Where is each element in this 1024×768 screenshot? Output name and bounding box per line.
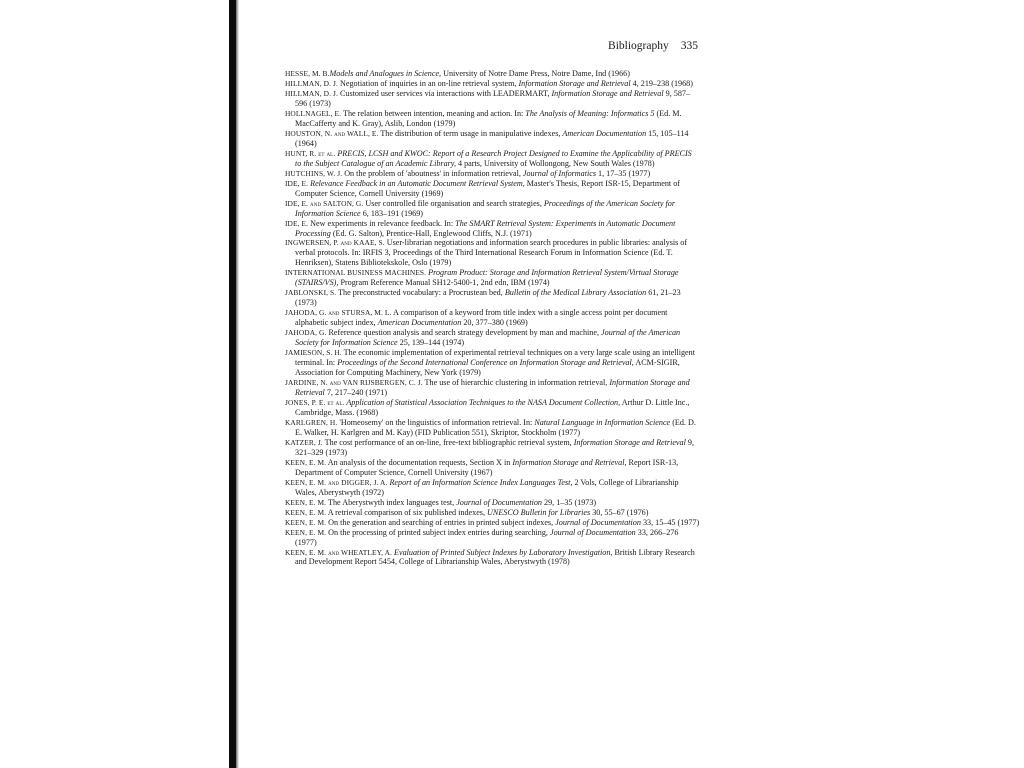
reference-pre: The use of hierarchic clustering in information retrieval, [422,378,610,388]
reference-entry [285,458,700,478]
reference-author: HESSE, M. B. [285,69,330,78]
reference-entry [285,79,700,89]
reference-entry [285,518,700,528]
reference-author: JONES, P. E. et al. [285,397,345,407]
reference-entry [285,528,700,548]
reference-rest: 33, 15–45 (1977) [640,517,700,527]
reference-author: KEEN, E. M. [285,517,327,527]
reference-author: JARDINE, N. and VAN RIJSBERGEN, C. J. [285,378,423,388]
reference-rest: 33, 266–276 (1977) [295,527,679,547]
reference-title: Bulletin of the Medical Library Association [504,288,647,298]
reference-rest: 61, 21–23 (1973) [295,288,681,308]
reference-title: Information Storage and Retrieval [551,88,664,98]
reference-pre: On the problem of 'aboutness' in information retrieval, [342,168,523,178]
reference-pre: A comparison of a keyword from title index with a single access point per document alphabetic subject index, [295,308,668,328]
reference-rest: 7, 217–240 (1971) [324,388,388,397]
reference-author: KEEN, E. M. and DIGGER, J. A. [285,477,388,487]
reference-rest: 20, 377–380 (1969) [461,318,528,328]
reference-entry [285,109,700,129]
running-head [560,40,698,52]
reference-title: Natural Language in Information Science [534,417,671,427]
reference-rest: (Ed. G. Salton), Prentice-Hall, Englewood Cliffs, N.J. (1971) [330,228,532,238]
reference-entry [285,498,700,508]
reference-pre: Negotiation of inquiries in an on-line retrieval system, [337,78,519,88]
reference-author: HILLMAN, D. J. [285,78,338,88]
reference-title: Relevance Feedback in an Automatic Document Retrieval System, [308,178,525,188]
reference-title: Journal of the American Society for Information Science [295,328,681,348]
reference-entry [285,129,700,149]
reference-pre: User-librarian negotiations and information search procedures in public libraries: analysis of verbal protocols. In: IRFIS 3, Proceedings of the Third International Research Forum in Information Science (Ed. T. Henriksen), Statens Bibliotekskole, Oslo (1979) [295,238,688,268]
reference-entry [285,169,700,179]
reference-rest: Program Reference Manual SH12-5400-1, 2nd edn, IBM (1974) [338,278,550,288]
reference-entry [285,69,700,79]
reference-author: JAMIESON, S. H. [285,348,342,358]
reference-entry [285,199,700,219]
reference-title: The SMART Retrieval System: Experiments in Automatic Document Processing [295,218,676,238]
reference-author: JAHODA, G. and STURSA, M. L. [285,308,392,318]
reference-rest: 9, 321–329 (1973) [295,437,694,457]
reference-title: Report of an Information Science Index Languages Test, [387,477,573,487]
page-number: 335 [680,40,698,52]
reference-title: Proceedings of the American Society for Information Science [295,198,676,218]
reference-rest: 25, 139–144 (1974) [397,338,465,348]
bibliography-list [285,69,700,567]
reference-title: American Documentation [562,128,647,138]
reference-pre: The cost performance of an on-line, free-text bibliographic retrieval system, [322,437,574,447]
running-title: Bibliography [608,40,669,52]
reference-entry [285,348,700,378]
reference-pre: The Aberystwyth index languages test, [326,497,457,507]
reference-rest: Master's Thesis, Report ISR-15, Department of Computer Science, Cornell University (1969) [295,178,680,198]
reference-title: Journal of Documentation [555,517,641,527]
reference-title: The Analysis of Meaning: Informatics 5 [525,108,655,118]
reference-author: KARLGREN, H. [285,417,338,427]
reference-rest: 9, 587–596 (1973) [295,88,691,108]
reference-author: JABLONSKI, S. [285,288,337,298]
reference-entry [285,219,700,239]
reference-title: Program Product: Storage and Information Retrieval System/Virtual Storage (STAIRS/VS), [295,268,679,288]
reference-rest: University of Notre Dame Press, Notre Dame, Ind (1966) [441,69,630,78]
reference-pre: On the processing of printed subject index entries during searching, [326,527,550,537]
reference-author: IDE, E. [285,178,309,188]
reference-rest: 6, 183–191 (1969) [360,208,423,218]
reference-title: American Documentation [377,318,462,328]
reference-entry [285,288,700,308]
reference-title: Information Storage and Retrieval [573,437,686,447]
reference-pre: The relation between intention, meaning and action. In: [341,108,526,118]
reference-rest: Report ISR-13, Department of Computer Science, Cornell University (1967) [295,457,679,477]
reference-rest: (Ed. D. E. Walker, H. Karlgren and M. Kay) (FID Publication 551), Skriptor, Stockholm (1977) [295,417,696,437]
reference-pre: User controlled file organisation and search strategies, [363,198,544,208]
reference-rest: 4 parts, University of Wollongong, New South Wales (1978) [455,158,655,168]
reference-entry [285,398,700,418]
reference-author: KEEN, E. M. [285,497,327,507]
reference-author: INGWERSEN, P. and KAAE, S. [285,238,385,248]
reference-author: HOLLNAGEL, E. [285,108,342,118]
reference-pre: The preconstructed vocabulary: a Procrustean bed, [336,288,505,298]
reference-pre: Customized user services via interactions with LEADERMART, [337,88,552,98]
reference-entry [285,89,700,109]
reference-rest: 2 Vols, College of Librarianship Wales, Aberystwyth (1972) [295,477,679,497]
reference-pre: The distribution of term usage in manipulative indexes, [378,128,563,138]
reference-rest: 30, 55–67 (1976) [590,507,649,517]
reference-pre: The economic implementation of experimental retrieval techniques on a very large scale using an intelligent terminal. In: [295,348,695,368]
reference-author: JAHODA, G. [285,328,327,338]
reference-entry [285,508,700,518]
reference-entry [285,478,700,498]
reference-author: HUNT, R. et al. [285,148,336,158]
reference-entry [285,548,700,568]
reference-author: KEEN, E. M. and WHEATLEY, A. [285,547,392,557]
reference-author: HOUSTON, N. and WALL, E. [285,128,379,138]
reference-author: HUTCHINS, W. J. [285,168,343,178]
reference-rest: (Ed. M. MacCafferty and K. Gray), Aslib, London (1979) [295,108,682,128]
reference-rest: 1, 17–35 (1977) [596,168,651,178]
gutter-fade [236,0,239,768]
reference-title: Journal of Documentation [549,527,636,537]
reference-author: IDE, E. [285,218,309,228]
reference-title: PRECIS, LCSH and KWOC: Report of a Research Project Designed to Examine the Applicability of PRECIS to the Subject Catalogue of an Academic Library, [295,148,692,168]
reference-title: Journal of Documentation [456,497,542,507]
reference-author: INTERNATIONAL BUSINESS MACHINES. [285,268,427,278]
reference-entry [285,268,700,288]
reference-title: Journal of Informatics [522,168,597,178]
reference-title: UNESCO Bulletin for Libraries [487,507,591,517]
reference-pre: On the generation and searching of entries in printed subject indexes, [326,517,556,527]
reference-rest: 4, 219–238 (1968) [630,78,693,88]
reference-title: Proceedings of the Second International Conference on Information Storage and Retrieval, [337,358,634,368]
reference-title: Information Storage and Retrieval [295,378,690,397]
reference-entry [285,328,700,348]
reference-title: Evaluation of Printed Subject Indexes by Laboratory Investigation, [391,547,613,557]
reference-entry [285,308,700,328]
reference-rest: 15, 105–114 (1964) [295,128,689,148]
reference-rest: British Library Research and Development Report 5454, College of Librarianship Wales, Aberystwyth (1978) [295,547,695,567]
reference-rest: ACM-SIGIR, Association for Computing Machinery, New York (1979) [295,358,680,378]
reference-author: KEEN, E. M. [285,457,327,467]
reference-rest: Arthur D. Little Inc., Cambridge, Mass. (1968) [295,397,690,417]
reference-title: Information Storage and Retrieval [518,78,631,88]
reference-entry [285,149,700,169]
book-spine-shadow [229,0,236,768]
reference-title: Application of Statistical Association Techniques to the NASA Document Collection, [344,397,621,407]
reference-entry [285,238,700,268]
reference-author: KEEN, E. M. [285,527,327,537]
reference-pre: Reference question analysis and search strategy development by man and machine, [326,328,602,338]
reference-entry [285,179,700,199]
reference-title: Information Storage and Retrieval, [512,457,627,467]
reference-author: KATZER, J. [285,437,323,447]
reference-pre: 'Homeosemy' on the linguistics of information retrieval. In: [337,417,535,427]
reference-author: HILLMAN, D. J. [285,88,338,98]
reference-rest: 29, 1–35 (1973) [541,497,597,507]
reference-pre: New experiments in relevance feedback. In: [308,218,456,228]
reference-entry [285,418,700,438]
reference-entry [285,438,700,458]
reference-author: IDE, E. and SALTON, G. [285,198,364,208]
reference-entry [285,378,700,398]
reference-author: KEEN, E. M. [285,507,327,517]
reference-pre: An analysis of the documentation requests, Section X in [326,457,513,467]
reference-title: Models and Analogues in Science, [329,69,442,78]
reference-pre: A retrieval comparison of six published indexes, [326,507,488,517]
